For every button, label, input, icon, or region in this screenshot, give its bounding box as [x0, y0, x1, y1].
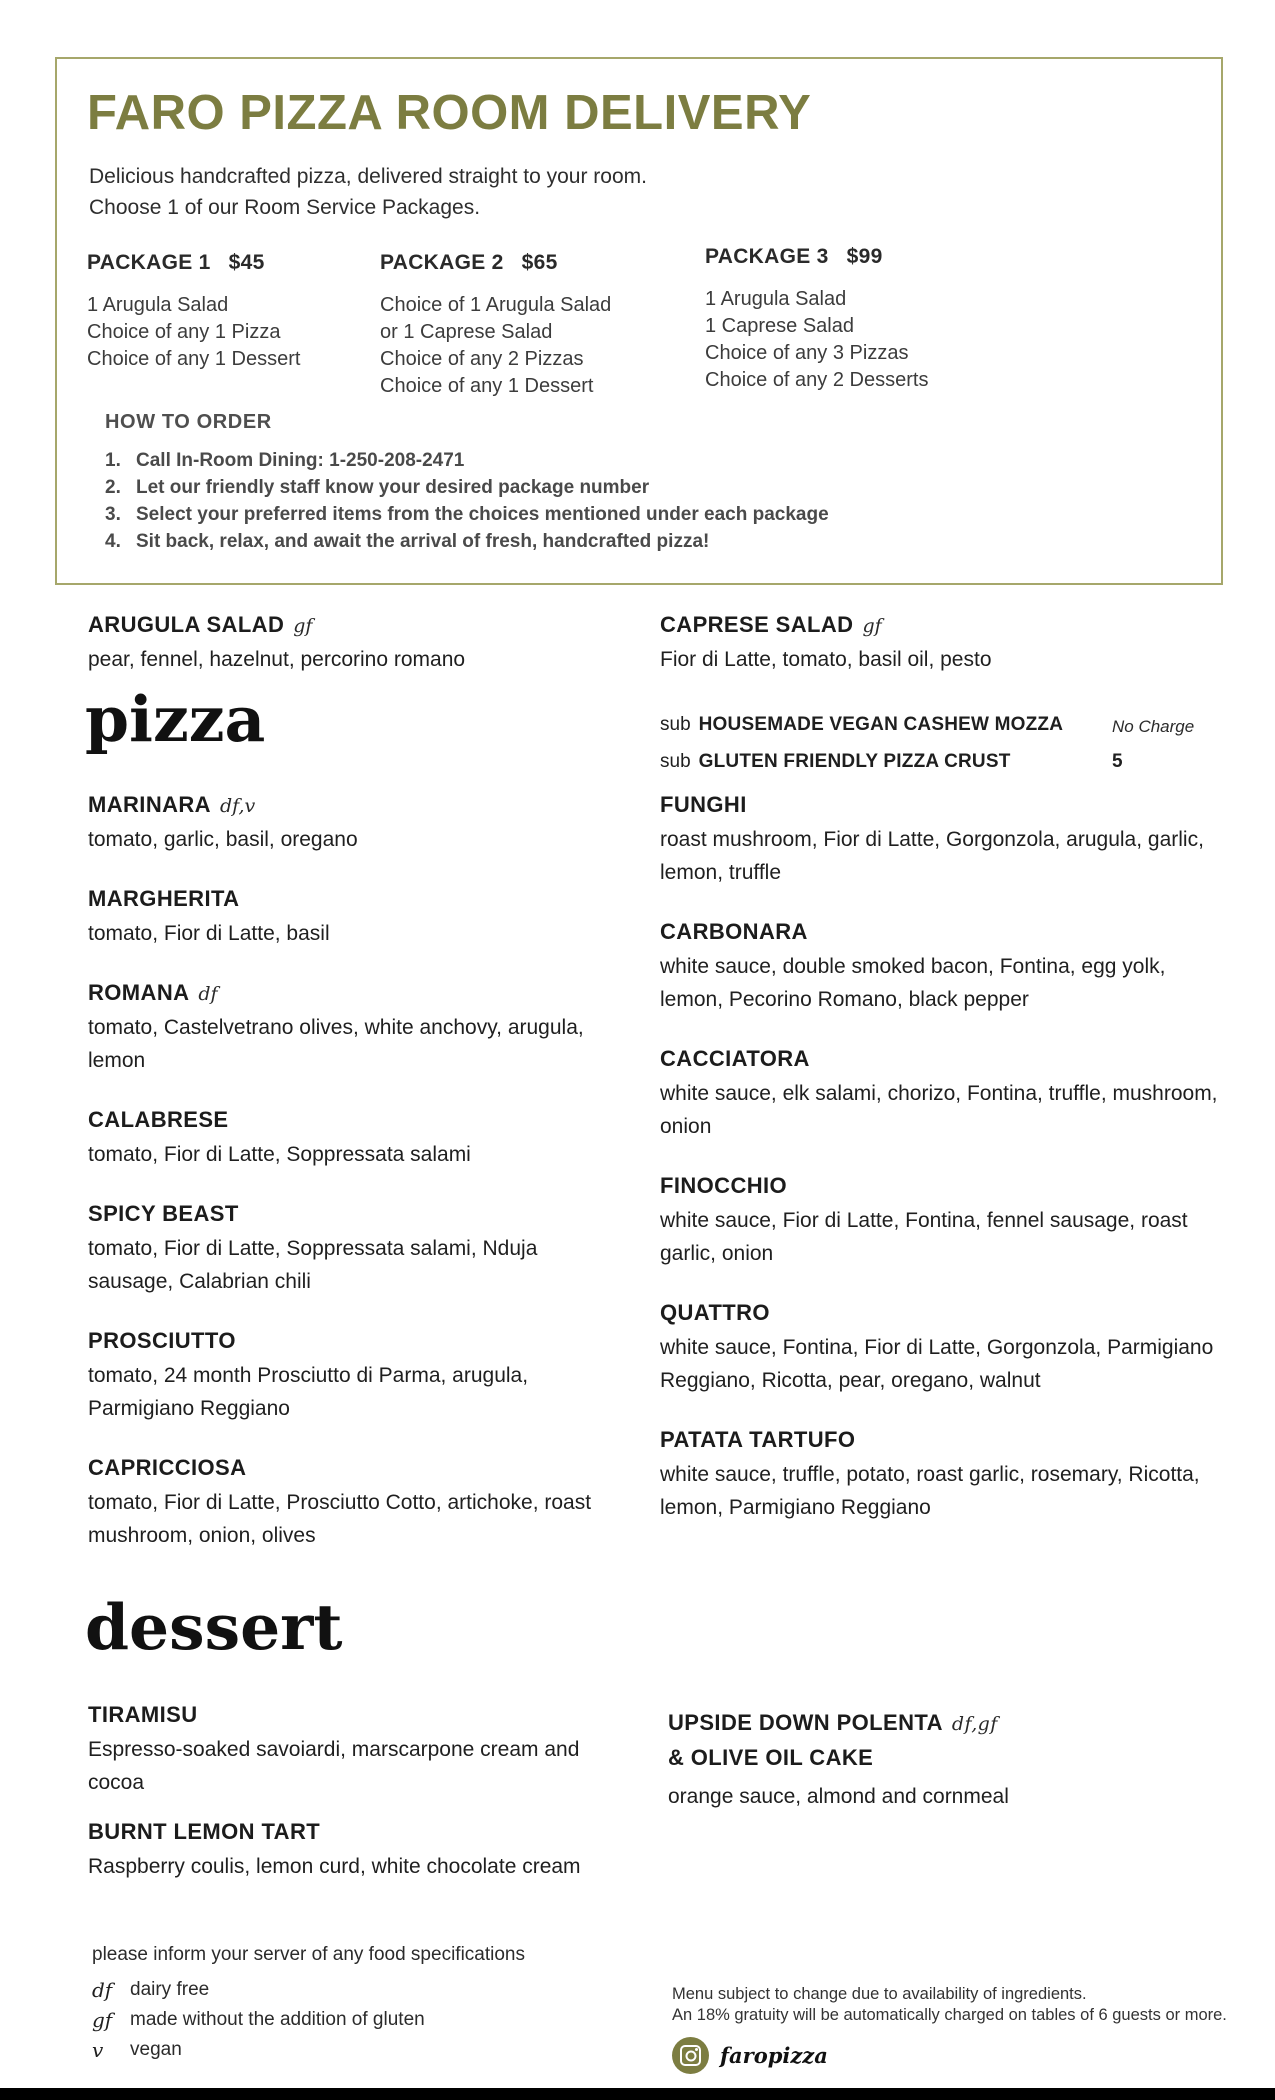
fine-print-line: An 18% gratuity will be automatically charged on tables of 6 guests or more.: [672, 2006, 1227, 2024]
menu-item-capricciosa: [88, 1455, 593, 1552]
menu-item-spicy-beast: [88, 1201, 593, 1298]
package-item: Choice of any 2 Pizzas: [380, 348, 584, 370]
dessert-column-left: [88, 1702, 608, 1903]
fine-print-line: Menu subject to change due to availability of ingredients.: [672, 1985, 1087, 2003]
package-item: Choice of any 1 Dessert: [380, 375, 594, 397]
item-description: tomato, Fior di Latte, Soppressata salami, Nduja sausage, Calabrian chili: [88, 1237, 538, 1293]
sub-price: 5: [1112, 751, 1123, 772]
package-items: [380, 292, 611, 400]
instagram-handle: faropizza: [720, 2043, 828, 2068]
package-item: Choice of 1 Arugula Salad: [380, 294, 612, 316]
menu-item-marinara: [88, 792, 593, 856]
item-name: CARBONARA: [660, 919, 808, 944]
order-step: [105, 501, 829, 528]
item-description: tomato, 24 month Prosciutto di Parma, arugula, Parmigiano Reggiano: [88, 1364, 529, 1420]
item-description: tomato, Castelvetrano olives, white anchovy, arugula, lemon: [88, 1016, 584, 1072]
item-description: Espresso-soaked savoiardi, marscarpone cream and cocoa: [88, 1738, 580, 1794]
sub-price: No Charge: [1112, 717, 1195, 736]
item-name: CACCIATORA: [660, 1046, 810, 1071]
item-description: white sauce, elk salami, chorizo, Fontina, truffle, mushroom, onion: [660, 1082, 1218, 1138]
item-name: FINOCCHIO: [660, 1173, 788, 1198]
item-name: FUNGHI: [660, 792, 747, 817]
step-text: Sit back, relax, and await the arrival of fresh, handcrafted pizza!: [136, 531, 710, 552]
menu-item-calabrese: [88, 1107, 593, 1171]
item-name: MARGHERITA: [88, 886, 240, 911]
item-name: PATATA TARTUFO: [660, 1427, 856, 1452]
step-text: Select your preferred items from the choices mentioned under each package: [136, 504, 829, 525]
diet-tags: gf: [293, 615, 313, 637]
step-number: 3.: [105, 504, 121, 525]
item-name: CAPRESE SALAD: [660, 612, 854, 637]
package-heading: [87, 251, 300, 275]
sub-name: GLUTEN FRIENDLY PIZZA CRUST: [698, 751, 1011, 772]
package-item: Choice of any 3 Pizzas: [705, 342, 909, 364]
step-text: Call In-Room Dining: 1-250-208-2471: [136, 450, 465, 471]
camera-flash-dot: [695, 2048, 698, 2051]
legend-row-v: [92, 2035, 612, 2065]
item-name: CALABRESE: [88, 1107, 229, 1132]
item-description: white sauce, double smoked bacon, Fontina, egg yolk, lemon, Pecorino Romano, black pepper: [660, 955, 1166, 1011]
item-name: PROSCIUTTO: [88, 1328, 236, 1353]
step-number: 2.: [105, 477, 121, 498]
legend-key: df: [92, 1978, 113, 2002]
item-description: roast mushroom, Fior di Latte, Gorgonzola, arugula, garlic, lemon, truffle: [660, 828, 1204, 884]
order-step: [105, 447, 829, 474]
item-name-line-2: & OLIVE OIL CAKE: [668, 1745, 874, 1770]
legend-key: gf: [92, 2008, 113, 2032]
item-name-line-1: [668, 1706, 1228, 1741]
footer-fine-print-section: [672, 1984, 1232, 2074]
camera-frame: [680, 2045, 701, 2066]
pizza-column-left: [88, 792, 593, 1582]
menu-item-romana: [88, 980, 593, 1077]
package-column-3: [705, 245, 928, 394]
step-text: Let our friendly staff know your desired package number: [136, 477, 650, 498]
item-description: tomato, Fior di Latte, basil: [88, 922, 330, 945]
legend-row-gf: [92, 2005, 612, 2035]
pizza-column-right: [660, 792, 1220, 1554]
menu-item-carbonara: [660, 919, 1220, 1016]
legend-row-df: [92, 1975, 612, 2005]
diet-tags: gf: [862, 615, 882, 637]
package-items: [87, 292, 300, 373]
menu-item-arugula-salad: [88, 612, 593, 676]
item-name: TIRAMISU: [88, 1702, 198, 1727]
instagram-row: [672, 2037, 1232, 2074]
step-number: 4.: [105, 531, 121, 552]
item-description: Fior di Latte, tomato, basil oil, pesto: [660, 648, 992, 671]
room-delivery-panel: [55, 57, 1223, 585]
package-name: PACKAGE 3: [705, 245, 829, 268]
legend-label: made without the addition of gluten: [130, 2009, 425, 2030]
package-price: $45: [228, 251, 265, 274]
how-to-order-section: [105, 411, 829, 555]
item-name: UPSIDE DOWN POLENTA: [668, 1710, 943, 1735]
item-name: BURNT LEMON TART: [88, 1819, 321, 1844]
package-item: Choice of any 1 Pizza: [87, 321, 281, 343]
package-item: Choice of any 2 Desserts: [705, 369, 929, 391]
package-column-2: [380, 251, 611, 400]
how-to-order-steps: [105, 447, 829, 555]
item-description: pear, fennel, hazelnut, percorino romano: [88, 648, 466, 671]
menu-item-caprese-salad: [660, 612, 1220, 676]
package-item: Choice of any 1 Dessert: [87, 348, 301, 370]
menu-item-margherita: [88, 886, 593, 950]
item-name: SPICY BEAST: [88, 1201, 239, 1226]
menu-item-patata-tartufo: [660, 1427, 1220, 1524]
instagram-icon: [672, 2037, 709, 2074]
diet-tags: df,v: [219, 795, 256, 817]
item-description: white sauce, Fontina, Fior di Latte, Gorgonzola, Parmigiano Reggiano, Ricotta, pear, oregano, walnut: [660, 1336, 1214, 1392]
item-description: tomato, Fior di Latte, Soppressata salami: [88, 1143, 471, 1166]
step-number: 1.: [105, 450, 121, 471]
package-heading: [705, 245, 928, 269]
item-description: white sauce, Fior di Latte, Fontina, fennel sausage, roast garlic, onion: [660, 1209, 1188, 1265]
substitutions: [660, 706, 1225, 780]
package-price: $99: [846, 245, 883, 268]
diet-legend: [92, 1975, 612, 2065]
item-heading: [88, 612, 593, 638]
footer-legend-section: [92, 1944, 612, 2065]
package-heading: [380, 251, 611, 275]
item-name: QUATTRO: [660, 1300, 770, 1325]
menu-item-funghi: [660, 792, 1220, 889]
page-title: FARO PIZZA ROOM DELIVERY: [87, 86, 812, 140]
item-description: Raspberry coulis, lemon curd, white chocolate cream: [88, 1855, 581, 1878]
legend-label: dairy free: [130, 1979, 210, 2000]
package-item: 1 Arugula Salad: [705, 288, 847, 310]
diet-tags: df: [198, 983, 218, 1005]
package-price: $65: [521, 251, 558, 274]
footer-note: please inform your server of any food specifications: [92, 1944, 525, 1965]
item-name: ROMANA: [88, 980, 190, 1005]
item-name: MARINARA: [88, 792, 211, 817]
diet-tags: df,gf: [951, 1713, 998, 1735]
package-item: 1 Arugula Salad: [87, 294, 229, 316]
menu-item-finocchio: [660, 1173, 1220, 1270]
item-name: ARUGULA SALAD: [88, 612, 285, 637]
item-heading: [660, 612, 1220, 638]
package-name: PACKAGE 1: [87, 251, 211, 274]
section-heading-dessert: dessert: [85, 1590, 343, 1664]
section-heading-pizza: pizza: [85, 682, 266, 756]
package-column-1: [87, 251, 300, 373]
sub-prefix: sub: [660, 714, 691, 735]
bottom-black-bar: [0, 2088, 1275, 2100]
item-name: CAPRICCIOSA: [88, 1455, 247, 1480]
item-description: tomato, Fior di Latte, Prosciutto Cotto, artichoke, roast mushroom, onion, olives: [88, 1491, 592, 1547]
menu-item-cacciatora: [660, 1046, 1220, 1143]
item-description: orange sauce, almond and cornmeal: [668, 1785, 1009, 1808]
package-name: PACKAGE 2: [380, 251, 504, 274]
sub-name: HOUSEMADE VEGAN CASHEW MOZZA: [698, 714, 1064, 735]
menu-item-prosciutto: [88, 1328, 593, 1425]
intro-line-2: Choose 1 of our Room Service Packages.: [89, 196, 481, 219]
legend-key: v: [92, 2038, 104, 2062]
package-item: or 1 Caprese Salad: [380, 321, 553, 343]
order-step: [105, 528, 829, 555]
menu-item-polenta-olive-oil-cake: [668, 1706, 1228, 1813]
package-items: [705, 286, 928, 394]
order-step: [105, 474, 829, 501]
menu-item-burnt-lemon-tart: [88, 1819, 608, 1883]
camera-lens: [685, 2051, 696, 2062]
sub-prefix: sub: [660, 751, 691, 772]
sub-option-gluten-friendly-crust: [660, 743, 1225, 780]
sub-option-vegan-mozza: [660, 706, 1225, 743]
legend-label: vegan: [130, 2039, 182, 2060]
intro-line-1: Delicious handcrafted pizza, delivered straight to your room.: [89, 165, 647, 188]
item-description: tomato, garlic, basil, oregano: [88, 828, 358, 851]
menu-item-quattro: [660, 1300, 1220, 1397]
package-item: 1 Caprese Salad: [705, 315, 854, 337]
intro-text: [89, 161, 647, 223]
item-description: white sauce, truffle, potato, roast garlic, rosemary, Ricotta, lemon, Parmigiano Reggiano: [660, 1463, 1200, 1519]
how-to-order-heading: HOW TO ORDER: [105, 411, 272, 433]
menu-item-tiramisu: [88, 1702, 608, 1799]
